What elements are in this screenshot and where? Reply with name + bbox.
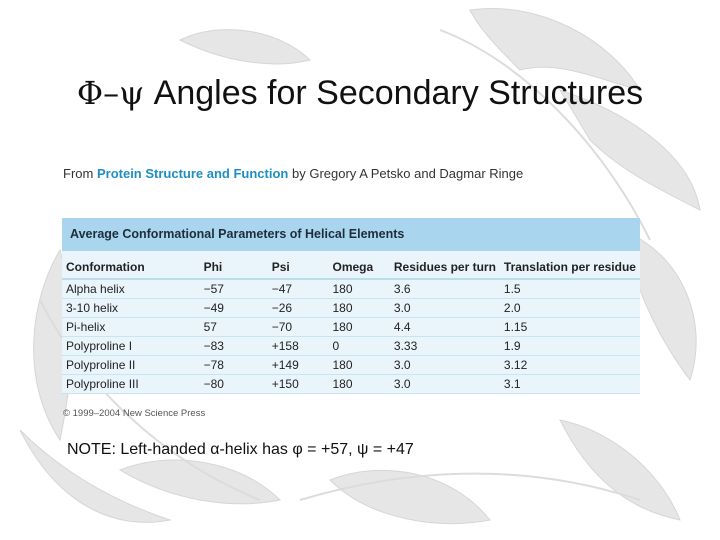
slide-title	[0, 74, 720, 113]
table-cell: 0	[329, 337, 390, 356]
table-cell: +149	[268, 356, 329, 375]
table-cell: 4.4	[390, 318, 500, 337]
column-header: Phi	[200, 256, 268, 279]
source-citation	[63, 166, 523, 181]
table-row	[62, 356, 640, 375]
column-header: Conformation	[62, 256, 200, 279]
table-cell: −26	[268, 299, 329, 318]
table-cell: 180	[329, 279, 390, 299]
table-caption: Average Conformational Parameters of Helical Elements	[62, 218, 640, 251]
table-cell: −49	[200, 299, 268, 318]
note-text: NOTE: Left-handed α-helix has φ = +57, ψ = +47	[67, 441, 414, 458]
table-cell: −80	[200, 375, 268, 394]
table-cell: 2.0	[500, 299, 640, 318]
table-row	[62, 375, 640, 394]
table-cell: 1.9	[500, 337, 640, 356]
table-cell: Polyproline I	[62, 337, 200, 356]
table-cell: 3.12	[500, 356, 640, 375]
table-cell: 180	[329, 299, 390, 318]
table-cell: 3.0	[390, 375, 500, 394]
table-cell: 57	[200, 318, 268, 337]
table-cell: +150	[268, 375, 329, 394]
table-cell: 3.1	[500, 375, 640, 394]
helical-parameters-table	[62, 256, 640, 394]
table-cell: 1.5	[500, 279, 640, 299]
table-cell: Alpha helix	[62, 279, 200, 299]
table-cell: Polyproline III	[62, 375, 200, 394]
table-cell: 180	[329, 356, 390, 375]
column-header: Residues per turn	[390, 256, 500, 279]
table-cell: Pi-helix	[62, 318, 200, 337]
table-cell: 3-10 helix	[62, 299, 200, 318]
table-cell: +158	[268, 337, 329, 356]
source-authors: by Gregory A Petsko and Dagmar Ringe	[292, 166, 524, 181]
column-header: Translation per residue	[500, 256, 640, 279]
table-header-row	[62, 256, 640, 279]
table-row	[62, 279, 640, 299]
table-cell: 3.6	[390, 279, 500, 299]
helical-parameters-table-panel	[62, 218, 640, 394]
table-cell: −78	[200, 356, 268, 375]
table-row	[62, 299, 640, 318]
title-greek-symbols: Φ–ψ	[76, 74, 145, 112]
table-cell: 1.15	[500, 318, 640, 337]
table-cell: Polyproline II	[62, 356, 200, 375]
table-cell: 180	[329, 318, 390, 337]
table-cell: 3.0	[390, 356, 500, 375]
table-cell: 180	[329, 375, 390, 394]
source-book-title: Protein Structure and Function	[96, 166, 289, 181]
copyright-notice: © 1999–2004 New Science Press	[63, 408, 206, 419]
table-cell: −83	[200, 337, 268, 356]
source-prefix: From	[63, 166, 94, 181]
table-cell: 3.33	[390, 337, 500, 356]
table-row	[62, 318, 640, 337]
table-row	[62, 337, 640, 356]
column-header: Omega	[329, 256, 390, 279]
table-cell: −57	[200, 279, 268, 299]
table-cell: −47	[268, 279, 329, 299]
table-cell: −70	[268, 318, 329, 337]
column-header: Psi	[268, 256, 329, 279]
title-text: Angles for Secondary Structures	[153, 74, 644, 112]
table-cell: 3.0	[390, 299, 500, 318]
